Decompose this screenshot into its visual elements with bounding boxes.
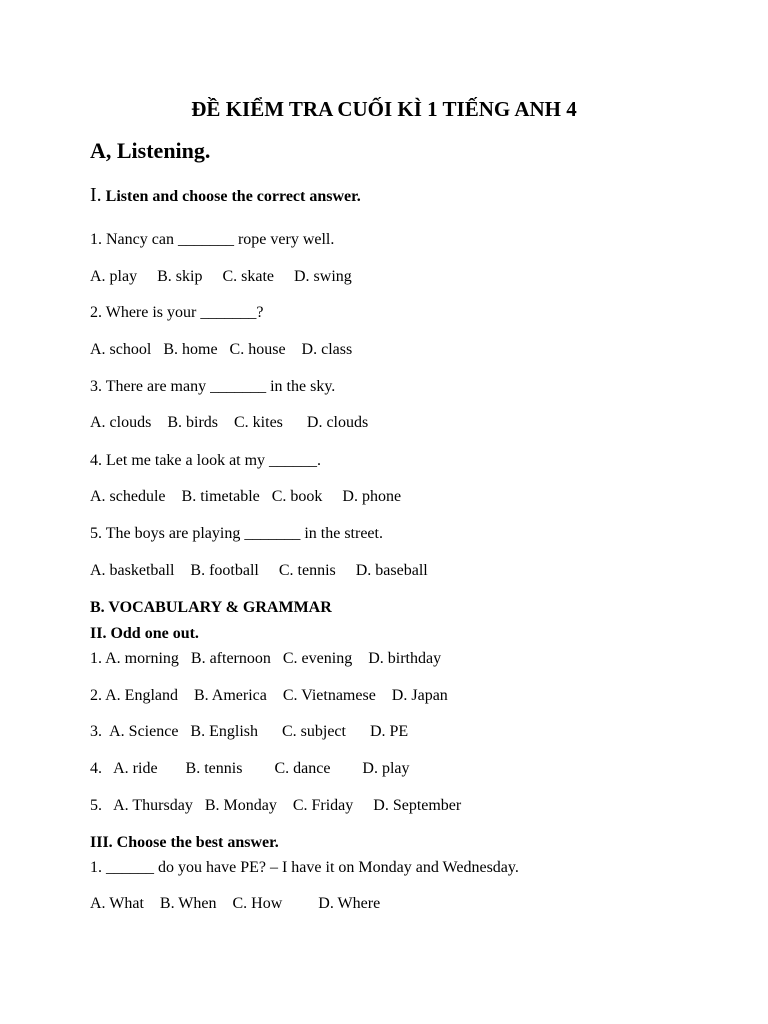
question-text: 1. Nancy can _______ rope very well. <box>90 231 335 248</box>
section-b-heading: B. VOCABULARY & GRAMMAR <box>90 599 332 616</box>
question-options: A. What B. When C. How D. Where <box>90 895 381 912</box>
odd-one-out-item: 2. A. England B. America C. Vietnamese D. Japan <box>90 687 448 704</box>
part-1-heading <box>90 185 361 207</box>
question-text: 5. The boys are playing _______ in the street. <box>90 525 383 542</box>
question-text: 4. Let me take a look at my ______. <box>90 452 322 469</box>
document-title: ĐỀ KIỂM TRA CUỐI KÌ 1 TIẾNG ANH 4 <box>191 97 577 121</box>
part-3-heading: III. Choose the best answer. <box>90 834 279 851</box>
question-text: 2. Where is your _______? <box>90 304 264 321</box>
odd-one-out-item: 1. A. morning B. afternoon C. evening D. birthday <box>90 650 442 667</box>
part-2-heading: II. Odd one out. <box>90 625 199 642</box>
question-text: 3. There are many _______ in the sky. <box>90 378 336 395</box>
odd-one-out-item: 3. A. Science B. English C. subject D. PE <box>90 723 409 740</box>
odd-one-out-item: 4. A. ride B. tennis C. dance D. play <box>90 760 410 777</box>
question-options: A. play B. skip C. skate D. swing <box>90 268 352 285</box>
odd-one-out-item: 5. A. Thursday B. Monday C. Friday D. September <box>90 797 462 814</box>
part-1-instruction: Listen and choose the correct answer. <box>105 188 361 205</box>
question-options: A. basketball B. football C. tennis D. baseball <box>90 562 428 579</box>
question-options: A. clouds B. birds C. kites D. clouds <box>90 414 369 431</box>
section-a-heading: A, Listening. <box>90 138 211 163</box>
question-text: 1. ______ do you have PE? – I have it on Monday and Wednesday. <box>90 859 519 876</box>
question-options: A. school B. home C. house D. class <box>90 341 353 358</box>
part-1-numeral: I. <box>90 184 102 206</box>
question-options: A. schedule B. timetable C. book D. phone <box>90 488 402 505</box>
